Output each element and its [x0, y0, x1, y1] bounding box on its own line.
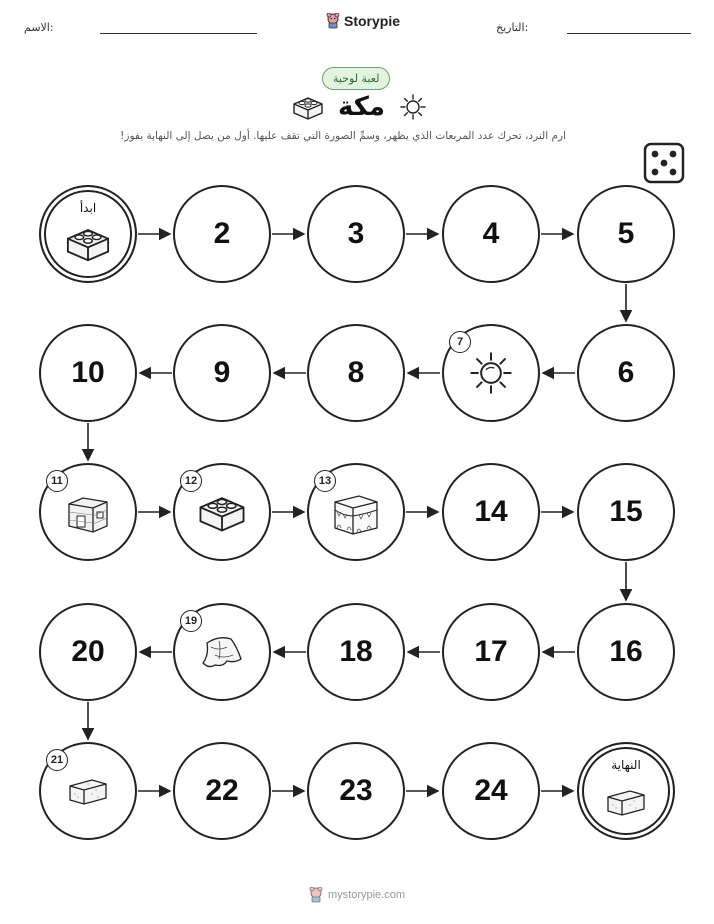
- square-number: 18: [339, 635, 373, 668]
- square-number: 16: [609, 635, 643, 668]
- date-label: التاريخ:: [496, 21, 529, 34]
- game-type-badge: لعبة لوحية: [322, 67, 390, 90]
- board-square-9: [173, 324, 271, 422]
- square-number: 3: [347, 217, 365, 250]
- board-square-8: [307, 324, 405, 422]
- start-label: ابدأ: [79, 201, 97, 215]
- square-number: 6: [617, 356, 635, 389]
- stone-house-icon: [63, 490, 113, 534]
- square-number: 9: [213, 356, 231, 389]
- square-number: 24: [474, 774, 508, 807]
- square-number-badge: 12: [180, 470, 202, 492]
- cloth-icon: [197, 629, 247, 675]
- instructions-text: ارم النرد، تحرك عدد المربعات الذي يظهر، وسمِّ الصورة التي تقف عليها. أول من يصل إلى النهاية يفوز!: [120, 130, 566, 142]
- board-square-15: [577, 463, 675, 561]
- square-number: 8: [347, 356, 365, 389]
- board-square-4: [442, 185, 540, 283]
- board-square-20: [39, 603, 137, 701]
- footer-url[interactable]: mystorypie.com: [328, 889, 406, 901]
- square-number: 22: [205, 774, 239, 807]
- board-square-14: [442, 463, 540, 561]
- square-number-badge: 19: [180, 610, 202, 632]
- page-title: مكة: [338, 92, 385, 122]
- board-square-16: [577, 603, 675, 701]
- square-number: 10: [71, 356, 105, 389]
- mascot-icon: [309, 887, 323, 903]
- board-square-17: [442, 603, 540, 701]
- board-square-6: [577, 324, 675, 422]
- board-square-23: [307, 742, 405, 840]
- square-number: 15: [609, 495, 643, 528]
- board-square-start: [39, 185, 137, 283]
- square-number-badge: 7: [449, 331, 471, 353]
- name-label: الاسم:: [24, 21, 54, 34]
- square-number-badge: 21: [46, 749, 68, 771]
- board-square-end: [577, 742, 675, 840]
- board-square-2: [173, 185, 271, 283]
- square-number: 2: [213, 217, 231, 250]
- lego-brick-icon: [65, 224, 111, 262]
- square-number: 23: [339, 774, 373, 807]
- board-square-22: [173, 742, 271, 840]
- lego-brick-icon: [197, 492, 247, 532]
- kaaba-icon: [329, 488, 383, 536]
- board-square-5: [577, 185, 675, 283]
- sun-icon: [468, 350, 514, 396]
- square-number: 5: [617, 217, 635, 250]
- board-square-18: [307, 603, 405, 701]
- stone-block-icon: [66, 774, 110, 808]
- footer-brand: [309, 887, 405, 903]
- board-square-3: [307, 185, 405, 283]
- board-square-10: [39, 324, 137, 422]
- brand-name: Storypie: [344, 13, 401, 29]
- square-number: 17: [474, 635, 508, 668]
- square-number-badge: 11: [46, 470, 68, 492]
- stone-block-icon: [604, 785, 648, 819]
- square-number: 14: [474, 495, 508, 528]
- square-number-badge: 13: [314, 470, 336, 492]
- square-number: 4: [482, 217, 500, 250]
- square-number: 20: [71, 635, 105, 668]
- board-square-24: [442, 742, 540, 840]
- end-label: النهاية: [611, 758, 641, 772]
